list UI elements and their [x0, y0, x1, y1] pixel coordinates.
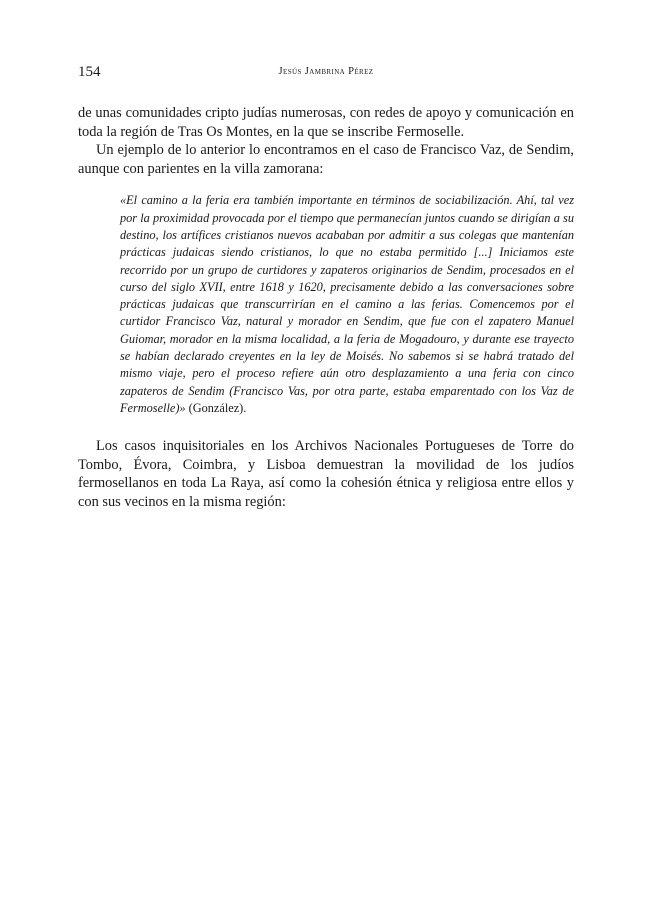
running-head — [78, 62, 574, 82]
page-number: 154 — [78, 64, 101, 80]
paragraph-intro-quote: Un ejemplo de lo anterior lo encontramos en el caso de Francisco Vaz, de Sendim, aunque con parientes en la villa zamorana: — [78, 142, 574, 177]
body-text — [78, 104, 574, 512]
paragraph-continued: de unas comunidades cripto judías numerosas, con redes de apoyo y comunicación en toda la región de Tras Os Montes, en la que se inscribe Fermoselle. — [78, 105, 574, 140]
paragraph-inquisition-cases: Los casos inquisitoriales en los Archivos Nacionales Portugueses de Torre do Tombo, Évora, Coimbra, y Lisboa demuestran la movilidad de los judíos fermosellanos en toda La Raya, así como la cohesión étnica y religiosa entre ellos y con sus vecinos en la misma región: — [78, 438, 574, 511]
quote-citation: (González). — [185, 400, 247, 415]
block-quote — [120, 192, 574, 417]
running-head-author: Jesús Jambrina Pérez — [278, 66, 374, 77]
quote-text: «El camino a la feria era también importante en términos de sociabilización. Ahí, tal vez por la proximidad provocada por el tiempo que permanecían juntos cuando se dirigían a su destino, los artífices cristianos nuevos acababan por admitir a sus colegas que mantenían prácticas judaicas siendo cristianos, lo que no estaba permitido [...] Iniciamos este recorrido por un grupo de curtidores y zapateros originarios de Sendim, procesados en el curso del siglo XVII, entre 1618 y 1620, precisamente debido a las conversaciones sobre prácticas judaicas que transcurrirían en el camino a las ferias. Comencemos por el curtidor Francisco Vaz, natural y morador en Sendim, que fue con el zapatero Manuel Guiomar, morador en la misma localidad, a la feria de Mogadouro, y durante ese trayecto se habían declarado creyentes en la ley de Moisés. No sabemos si se habrá tratado del mismo viaje, pero el proceso refiere aún otro desplazamiento a una feria con cinco zapateros de Sendim (Francisco Vas, por otra parte, estaba emparentado con los Vaz de Fermoselle)» — [120, 193, 574, 415]
